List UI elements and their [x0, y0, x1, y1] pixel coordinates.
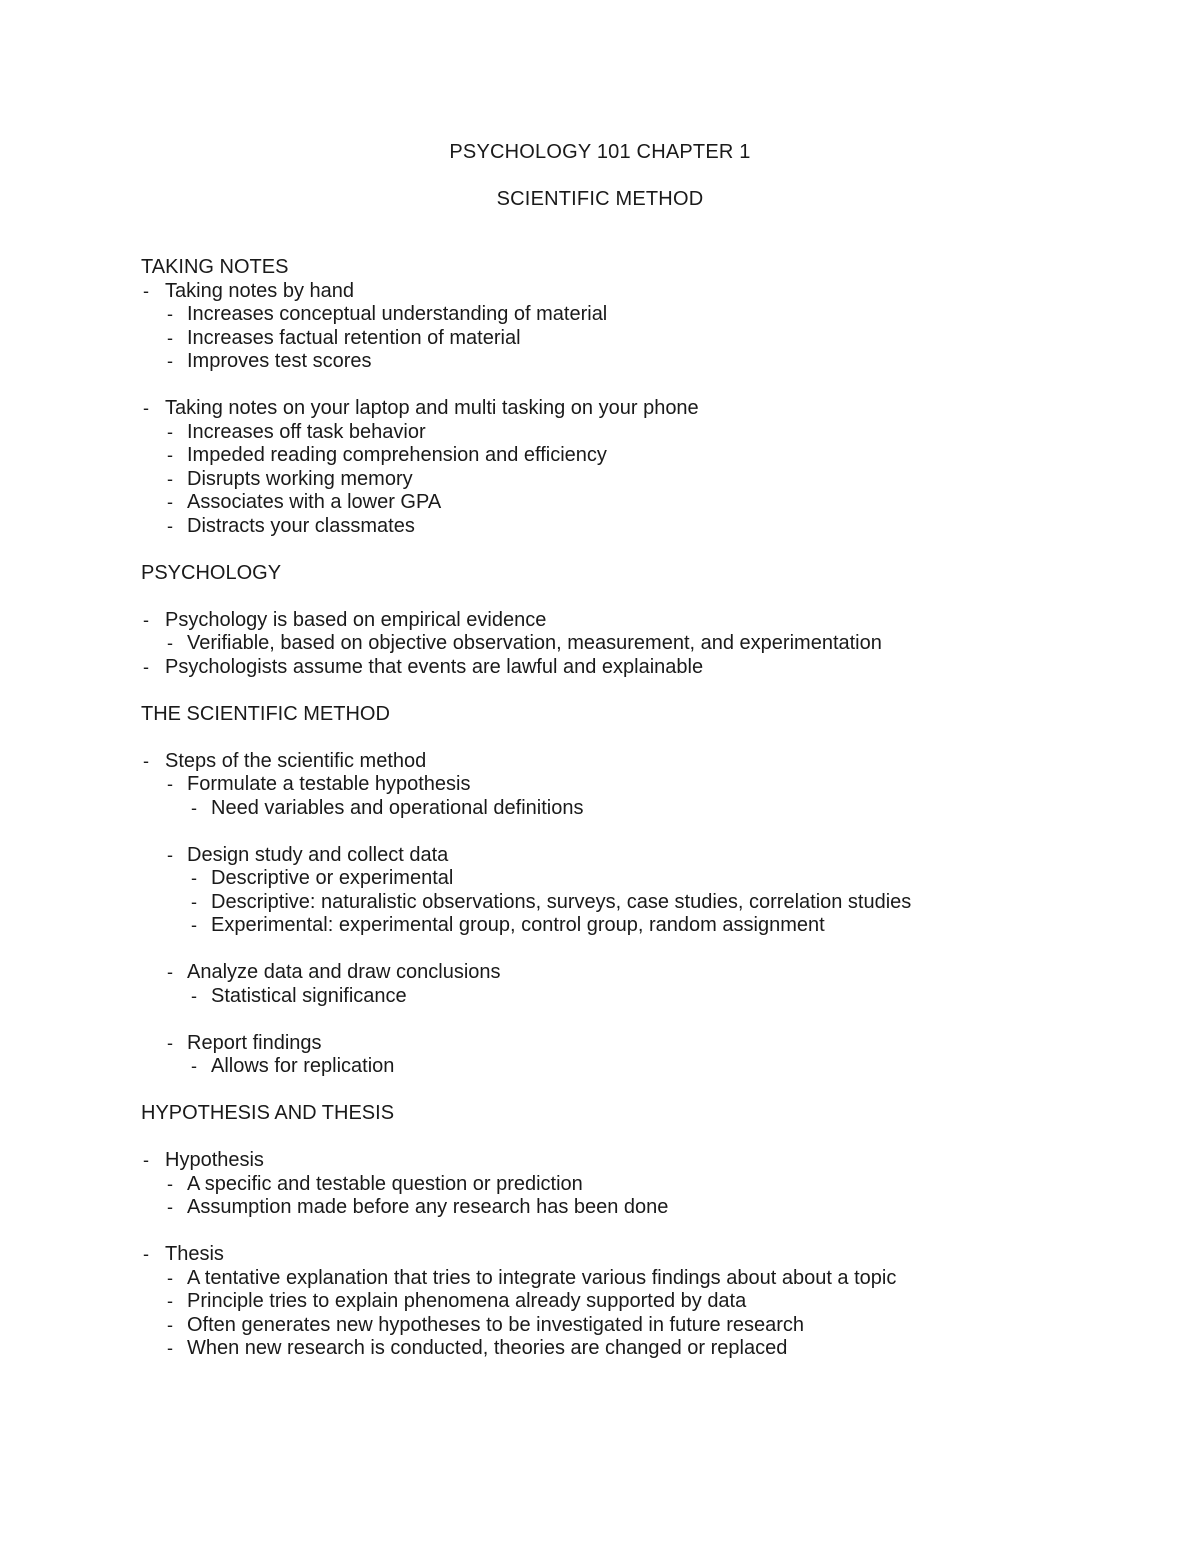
section-heading: THE SCIENTIFIC METHOD — [141, 702, 390, 725]
page-title: PSYCHOLOGY 101 CHAPTER 1 — [449, 141, 751, 163]
bullet-item-level-2: - Impeded reading comprehension and efficiency — [141, 444, 1141, 468]
bullet-item-level-2: - Often generates new hypotheses to be investigated in future research — [141, 1314, 1141, 1338]
blank-line — [141, 538, 1141, 562]
blank-line — [141, 1126, 1141, 1150]
blank-line — [141, 1220, 1141, 1244]
bullet-item-level-1: - Taking notes on your laptop and multi tasking on your phone — [141, 397, 1141, 421]
bullet-item-level-2: - Principle tries to explain phenomena already supported by data — [141, 1290, 1141, 1314]
bullet-item-level-3: - Allows for replication — [141, 1055, 1141, 1079]
bullet-item-level-2: - Distracts your classmates — [141, 515, 1141, 539]
section-heading: TAKING NOTES — [141, 256, 289, 278]
bullet-item-level-3: - Descriptive or experimental — [141, 867, 1141, 891]
bullet-item-level-2: - Increases factual retention of material — [141, 327, 1141, 351]
bullet-item-level-1: - Psychologists assume that events are lawful and explainable — [141, 656, 1141, 680]
bullet-item-level-1: - Taking notes by hand — [141, 280, 1141, 304]
blank-line — [141, 585, 1141, 609]
bullet-item-level-2: - A specific and testable question or prediction — [141, 1173, 1141, 1197]
bullet-item-level-1: - Thesis — [141, 1243, 1141, 1267]
bullet-item-level-2: - Increases off task behavior — [141, 421, 1141, 445]
page-subtitle: SCIENTIFIC METHOD — [496, 188, 704, 210]
section-heading: PSYCHOLOGY — [141, 561, 282, 584]
bullet-item-level-3: - Experimental: experimental group, control group, random assignment — [141, 914, 1141, 938]
blank-line — [141, 374, 1141, 398]
blank-line — [141, 938, 1141, 962]
blank-line — [141, 1079, 1141, 1103]
bullet-item-level-2: - Associates with a lower GPA — [141, 491, 1141, 515]
bullet-item-level-2: - Assumption made before any research has been done — [141, 1196, 1141, 1220]
bullet-item-level-1: - Psychology is based on empirical evidence — [141, 609, 1141, 633]
bullet-item-level-2: - Verifiable, based on objective observation, measurement, and experimentation — [141, 632, 1141, 656]
bullet-item-level-3: - Need variables and operational definitions — [141, 797, 1141, 821]
notes-body — [141, 256, 1141, 1361]
bullet-item-level-2: - Increases conceptual understanding of material — [141, 303, 1141, 327]
bullet-item-level-2: - Analyze data and draw conclusions — [141, 961, 1141, 985]
bullet-item-level-1: - Hypothesis — [141, 1149, 1141, 1173]
blank-line — [141, 820, 1141, 844]
bullet-item-level-2: - Report findings — [141, 1032, 1141, 1056]
bullet-item-level-2: - Disrupts working memory — [141, 468, 1141, 492]
bullet-item-level-2: - When new research is conducted, theories are changed or replaced — [141, 1337, 1141, 1361]
section-heading: HYPOTHESIS AND THESIS — [141, 1102, 395, 1124]
blank-line — [141, 726, 1141, 750]
bullet-item-level-3: - Statistical significance — [141, 985, 1141, 1009]
bullet-item-level-2: - Formulate a testable hypothesis — [141, 773, 1141, 797]
blank-line — [141, 679, 1141, 703]
bullet-item-level-2: - A tentative explanation that tries to integrate various findings about about a topic — [141, 1267, 1141, 1291]
bullet-item-level-2: - Design study and collect data — [141, 844, 1141, 868]
blank-line — [141, 1008, 1141, 1032]
bullet-item-level-2: - Improves test scores — [141, 350, 1141, 374]
bullet-item-level-1: - Steps of the scientific method — [141, 750, 1141, 774]
bullet-item-level-3: - Descriptive: naturalistic observations, surveys, case studies, correlation studies — [141, 891, 1141, 915]
